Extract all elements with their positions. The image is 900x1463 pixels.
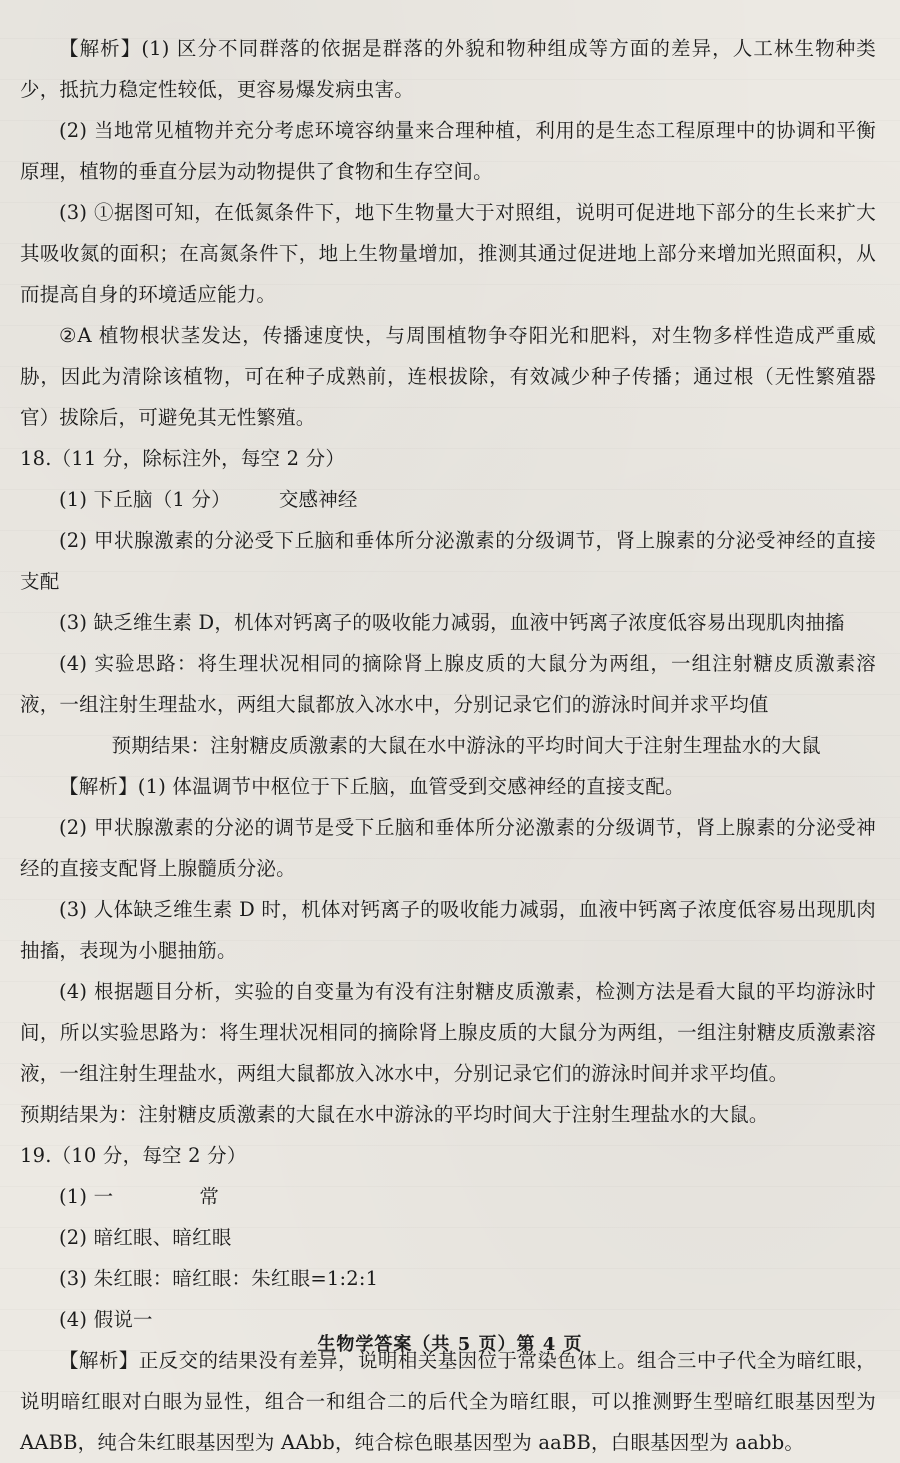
q18-answer-2: (2) 甲状腺激素的分泌受下丘脑和垂体所分泌激素的分级调节，肾上腺素的分泌受神经的直接支配 [20, 529, 876, 593]
q18-analysis-1: 【解析】(1) 体温调节中枢位于下丘脑，血管受到交感神经的直接支配。 [59, 775, 685, 798]
q19-answer-2: (2) 暗红眼、暗红眼 [59, 1226, 232, 1249]
q18-analysis-5: 预期结果为：注射糖皮质激素的大鼠在水中游泳的平均时间大于注射生理盐水的大鼠。 [20, 1103, 769, 1126]
q17-analysis-2: (2) 当地常见植物并充分考虑环境容纳量来合理种植，利用的是生态工程原理中的协调和平衡原理，植物的垂直分层为动物提供了食物和生存空间。 [20, 119, 876, 183]
answer-content [20, 28, 876, 1463]
q19-answer-1-right: 常 [199, 1185, 220, 1208]
q19-answer-1 [20, 1176, 876, 1217]
q18-answer-1-right: 交感神经 [278, 488, 358, 511]
q18-answer-4: (4) 实验思路：将生理状况相同的摘除肾上腺皮质的大鼠分为两组，一组注射糖皮质激素溶液，一组注射生理盐水，两组大鼠都放入冰水中，分别记录它们的游泳时间并求平均值 [20, 652, 876, 716]
q18-answer-4-result: 预期结果：注射糖皮质激素的大鼠在水中游泳的平均时间大于注射生理盐水的大鼠 [111, 734, 821, 757]
q19-header: 19.（10 分，每空 2 分） [20, 1144, 247, 1167]
q18-answer-1-left: (1) 下丘脑（1 分） [59, 488, 231, 511]
q17-analysis-3: (3) ①据图可知，在低氮条件下，地下生物量大于对照组，说明可促进地下部分的生长来扩大其吸收氮的面积；在高氮条件下，地上生物量增加，推测其通过促进地上部分来增加光照面积，从而提高自身的环境适应能力。 [20, 201, 876, 306]
page-footer: 生物学答案（共 5 页）第 4 页 [317, 1334, 583, 1355]
q19-answer-1-left: (1) 一 [59, 1185, 114, 1208]
q18-analysis-3: (3) 人体缺乏维生素 D 时，机体对钙离子的吸收能力减弱，血液中钙离子浓度低容易出现肌肉抽搐，表现为小腿抽筋。 [20, 898, 876, 962]
q17-analysis-1: 【解析】(1) 区分不同群落的依据是群落的外貌和物种组成等方面的差异，人工林生物种类少，抵抗力稳定性较低，更容易爆发病虫害。 [20, 37, 876, 101]
q18-header: 18.（11 分，除标注外，每空 2 分） [20, 447, 346, 470]
q18-answer-1 [20, 479, 876, 520]
q19-analysis: 【解析】正反交的结果没有差异，说明相关基因位于常染色体上。组合三中子代全为暗红眼，说明暗红眼对白眼为显性，组合一和组合二的后代全为暗红眼，可以推测野生型暗红眼基因型为 AABB，纯合朱红眼基因型为 AAbb，纯合棕色眼基因型为 aaBB，白眼基因型为 aabb。 [20, 1349, 876, 1454]
q19-answer-4: (4) 假说一 [59, 1308, 153, 1331]
q19-answer-3: (3) 朱红眼：暗红眼：朱红眼=1:2:1 [59, 1267, 379, 1290]
q18-answer-3: (3) 缺乏维生素 D，机体对钙离子的吸收能力减弱，血液中钙离子浓度低容易出现肌肉抽搐 [59, 611, 845, 634]
q17-analysis-4: ②A 植物根状茎发达，传播速度快，与周围植物争夺阳光和肥料，对生物多样性造成严重威胁，因此为清除该植物，可在种子成熟前，连根拔除，有效减少种子传播；通过根（无性繁殖器官）拔除后，可避免其无性繁殖。 [20, 324, 876, 429]
q18-analysis-2: (2) 甲状腺激素的分泌的调节是受下丘脑和垂体所分泌激素的分级调节，肾上腺素的分泌受神经的直接支配肾上腺髓质分泌。 [20, 816, 876, 880]
q18-analysis-4: (4) 根据题目分析，实验的自变量为有没有注射糖皮质激素，检测方法是看大鼠的平均游泳时间，所以实验思路为：将生理状况相同的摘除肾上腺皮质的大鼠分为两组，一组注射糖皮质激素溶液，一组注射生理盐水，两组大鼠都放入冰水中，分别记录它们的游泳时间并求平均值。 [20, 980, 876, 1085]
